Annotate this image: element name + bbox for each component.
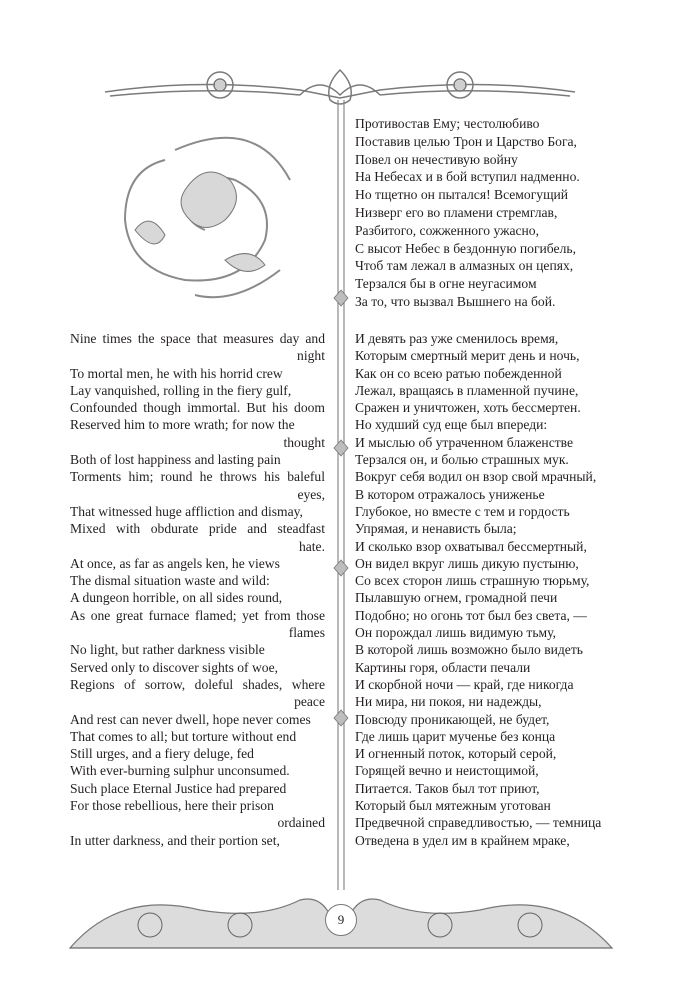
verse-line: И скорбной ночи — край, где никогда bbox=[355, 676, 574, 692]
verse-line: Где лишь царит мученье без конца bbox=[355, 728, 556, 744]
verse-line: Которым смертный мерит день и ночь, bbox=[355, 348, 580, 364]
verse-line: Который был мятежным уготован bbox=[355, 798, 551, 814]
verse-line: Лежал, вращаясь в пламенной пучине, bbox=[355, 382, 579, 398]
verse-line: В которой лишь возможно было видеть bbox=[355, 642, 583, 658]
verse-line: И огненный поток, который серой, bbox=[355, 746, 557, 762]
verse-line: Вокруг себя водил он взор свой мрачный, bbox=[355, 469, 597, 485]
verse-line: Подобно; но огонь тот был без света, — bbox=[355, 607, 587, 623]
verse-line: Поставив целью Трон и Царство Бога, bbox=[355, 133, 577, 149]
russian-text-top-stanza bbox=[355, 115, 615, 311]
verse-line: Он видел вкруг лишь дикую пустыню, bbox=[355, 555, 579, 571]
verse-line: Разбитого, сожженного ужасно, bbox=[355, 222, 539, 238]
verse-line: eyes, bbox=[297, 486, 325, 502]
verse-line: That comes to all; but torture without end bbox=[70, 728, 297, 744]
verse-line: Повел он нечестивую войну bbox=[355, 151, 518, 167]
verse-line: night bbox=[297, 348, 325, 364]
verse-line: За то, что вызвал Вышнего на бой. bbox=[355, 293, 556, 309]
verse-line: A dungeon horrible, on all sides round, bbox=[70, 590, 283, 606]
verse-line: Как он со всею ратью побежденной bbox=[355, 365, 562, 381]
verse-line: Confounded though immortal. But his doom bbox=[70, 400, 325, 416]
verse-line: Упрямая, и ненависть была; bbox=[355, 521, 517, 537]
verse-line: Повсюду проникающей, не будет, bbox=[355, 711, 550, 727]
verse-line: Ни мира, ни покоя, ни надежды, bbox=[355, 694, 542, 710]
verse-line: Но тщетно он пытался! Всемогущий bbox=[355, 187, 569, 203]
verse-line: And rest can never dwell, hope never comes bbox=[70, 711, 311, 727]
verse-line: Пылавшую огнем, громадной печи bbox=[355, 590, 558, 606]
page-number: 9 bbox=[325, 904, 357, 936]
verse-line: С высот Небес в бездонную погибель, bbox=[355, 240, 576, 256]
verse-line: Both of lost happiness and lasting pain bbox=[70, 452, 281, 468]
verse-line: flames bbox=[288, 625, 325, 641]
verse-line: На Небесах и в бой вступил надменно. bbox=[355, 169, 580, 185]
verse-line: Противостав Ему; честолюбиво bbox=[355, 116, 540, 131]
verse-line: Терзался он, и болью страшных мук. bbox=[355, 452, 569, 468]
verse-line: Низверг его во пламени стремглав, bbox=[355, 204, 558, 220]
verse-line: Питается. Таков был тот приют, bbox=[355, 780, 540, 796]
verse-line: Torments him; round he throws his baleful bbox=[70, 469, 325, 485]
verse-line: ordained bbox=[277, 815, 325, 831]
english-text-column bbox=[70, 330, 325, 849]
verse-line: Картины горя, области печали bbox=[355, 659, 531, 675]
verse-line: Such place Eternal Justice had prepared bbox=[70, 780, 287, 796]
verse-line: hate. bbox=[298, 538, 325, 554]
verse-line: No light, but rather darkness visible bbox=[70, 642, 265, 658]
verse-line: Still urges, and a fiery deluge, fed bbox=[70, 746, 254, 762]
verse-line: Горящей вечно и неистощимой, bbox=[355, 763, 539, 779]
verse-line: thought bbox=[283, 434, 325, 450]
verse-line: И мыслью об утраченном блаженстве bbox=[355, 434, 574, 450]
decorative-initial-flourish-icon bbox=[105, 120, 305, 310]
verse-line: Со всех сторон лишь страшную тюрьму, bbox=[355, 573, 590, 589]
verse-line: Lay vanquished, rolling in the fiery gulf, bbox=[70, 382, 292, 398]
verse-line: To mortal men, he with his horrid crew bbox=[70, 365, 283, 381]
verse-line: Чтоб там лежал в алмазных он цепях, bbox=[355, 258, 574, 274]
verse-line: As one great furnace flamed; yet from those bbox=[70, 607, 325, 623]
verse-line: И сколько взор охватывал бессмертный, bbox=[355, 538, 587, 554]
verse-line: Отведена в удел им в крайнем мраке, bbox=[355, 832, 570, 848]
verse-line: Предвечной справедливостью, — темница bbox=[355, 815, 602, 831]
verse-line: The dismal situation waste and wild: bbox=[70, 573, 270, 589]
verse-line: Он порождал лишь видимую тьму, bbox=[355, 625, 556, 641]
verse-line: В котором отражалось униженье bbox=[355, 486, 545, 502]
russian-text-bottom-stanza bbox=[355, 330, 620, 849]
verse-line: Сражен и уничтожен, хоть бессмертен. bbox=[355, 400, 581, 416]
verse-line: Regions of sorrow, doleful shades, where bbox=[70, 676, 325, 692]
verse-line: Mixed with obdurate pride and steadfast bbox=[70, 521, 325, 537]
verse-line: Reserved him to more wrath; for now the bbox=[70, 417, 295, 433]
verse-line: Глубокое, но вместе с тем и гордость bbox=[355, 503, 570, 519]
verse-line: For those rebellious, here their prison bbox=[70, 798, 274, 814]
verse-line: With ever-burning sulphur unconsumed. bbox=[70, 763, 290, 779]
column-divider bbox=[331, 100, 351, 900]
verse-line: That witnessed huge affliction and dismay, bbox=[70, 503, 303, 519]
verse-line: Терзался бы в огне неугасимом bbox=[355, 276, 537, 292]
verse-line: In utter darkness, and their portion set, bbox=[70, 832, 280, 848]
verse-line: At once, as far as angels ken, he views bbox=[70, 555, 280, 571]
verse-line: Served only to discover sights of woe, bbox=[70, 659, 279, 675]
verse-line: peace bbox=[294, 694, 325, 710]
verse-line: Но худший суд еще был впереди: bbox=[355, 417, 548, 433]
verse-line: И девять раз уже сменилось время, bbox=[355, 331, 559, 346]
verse-line: Nine times the space that measures day and bbox=[70, 331, 325, 346]
